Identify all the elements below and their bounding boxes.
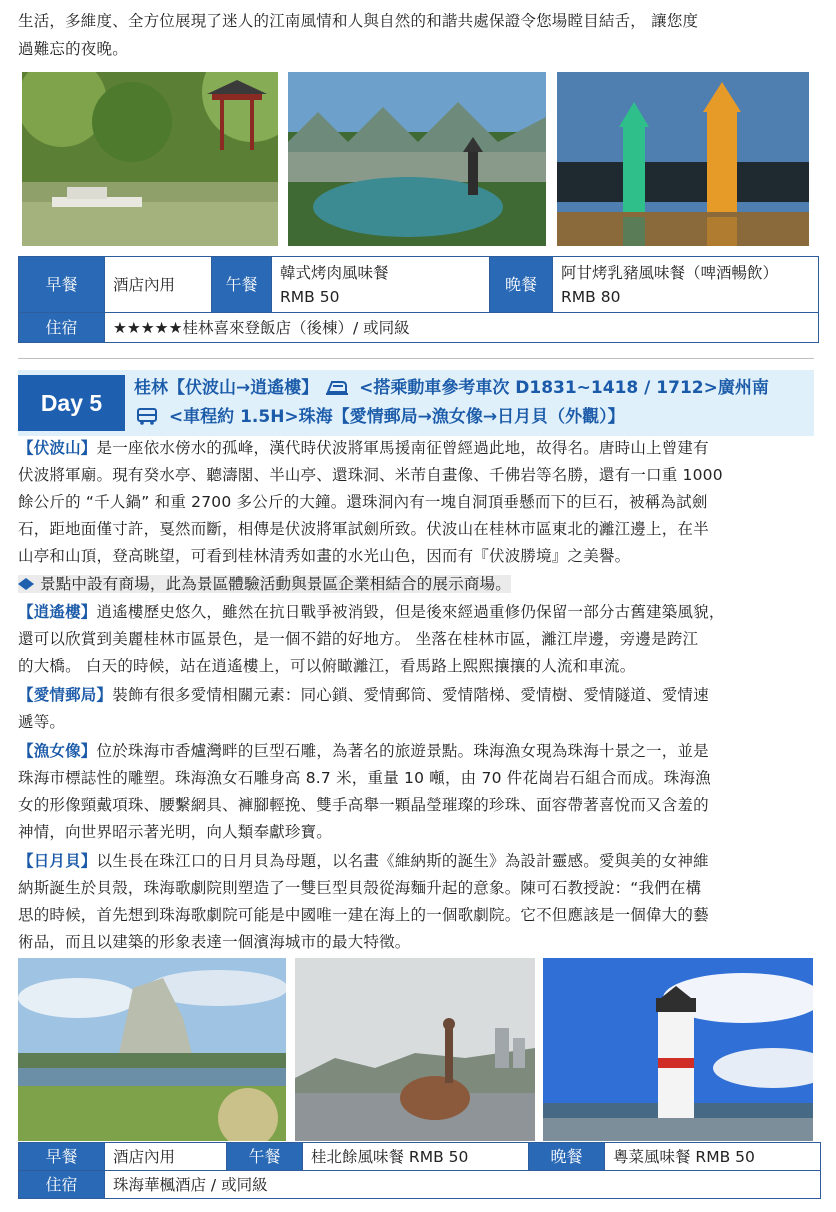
day-route-line-1 bbox=[134, 374, 769, 405]
lunch-line-2: RMB 50 bbox=[280, 287, 340, 306]
shopping-note-box bbox=[18, 575, 511, 593]
shopping-note bbox=[18, 571, 820, 598]
love-text-1: 裝飾有很多愛情相關元素：同心鎖、愛情郵筒、愛情階梯、愛情樹、愛情隧道、愛情速 bbox=[112, 686, 709, 704]
dinner-line-2: RMB 80 bbox=[561, 287, 621, 306]
shell-line-1 bbox=[18, 848, 820, 874]
breakfast-value: 酒店內用 bbox=[105, 1143, 227, 1171]
fish-line-1 bbox=[18, 738, 820, 764]
xiaoyao-line-3: 的大橋。 白天的時候，站在逍遙樓上，可以俯瞰灕江，看馬路上熙熙攘攘的人流和車流。 bbox=[18, 657, 636, 675]
fubo-line-4: 石，距地面僅寸許，戛然而斷，相傳是伏波將軍試劍所致。伏波山在桂林市區東北的灕江邊上，在半 bbox=[18, 520, 709, 538]
meal-table-bottom bbox=[18, 1142, 821, 1199]
breakfast-value: 酒店內用 bbox=[105, 257, 212, 313]
xiaoyao-line-2: 還可以欣賞到美麗桂林市區景色，是一個不錯的好地方。 坐落在桂林市區，灕江岸邊，旁邊是跨江 bbox=[18, 630, 699, 648]
hotel-label: 住宿 bbox=[19, 1171, 105, 1199]
dinner-label: 晚餐 bbox=[529, 1143, 605, 1171]
lunch-value bbox=[272, 257, 490, 313]
lunch-line-1: 韓式烤肉風味餐 bbox=[280, 263, 389, 282]
shell-heading: 【日月貝】 bbox=[18, 852, 97, 870]
lunch-label: 午餐 bbox=[212, 257, 272, 313]
fubo-line-1 bbox=[18, 435, 820, 461]
shell-text-1: 以生長在珠江口的日月貝為母題，以名畫《維納斯的誕生》為設計靈感。愛與美的女神維 bbox=[96, 852, 709, 870]
dinner-line-1: 阿甘烤乳豬風味餐（啤酒暢飲） bbox=[561, 263, 779, 282]
love-line-1 bbox=[18, 682, 820, 708]
fubo-text-1: 是一座依水傍水的孤峰，漢代時伏波將軍馬援南征曾經過此地，故得名。唐時山上曾建有 bbox=[96, 439, 709, 457]
love-line-2: 遞等。 bbox=[18, 713, 66, 731]
shopping-note-text: 景點中設有商場，此為景區體驗活動與景區企業相結合的展示商場。 bbox=[40, 575, 512, 593]
breakfast-label: 早餐 bbox=[19, 1143, 105, 1171]
intro-line-2: 過難忘的夜晚。 bbox=[18, 40, 128, 58]
fish-heading: 【漁女像】 bbox=[18, 742, 97, 760]
xiaoyao-text-1: 逍遙樓歷史悠久，雖然在抗日戰爭被消毀，但是後來經過重修仍保留一部分古舊建築風貌， bbox=[96, 603, 725, 621]
day-route-line-2 bbox=[134, 403, 625, 434]
photo-lighthouse bbox=[543, 958, 813, 1141]
dinner-label: 晚餐 bbox=[490, 257, 553, 313]
route-train-info: <搭乘動車參考車次 D1831~1418 / 1712>廣州南 bbox=[359, 378, 769, 398]
fubo-line-3: 餘公斤的 “千人鍋” 和重 2700 多公斤的大鐘。還珠洞內有一塊自洞頂垂懸而下的巨石，被稱為試劍 bbox=[18, 493, 708, 511]
dinner-value bbox=[553, 257, 819, 313]
photo-sun-moon-pagodas bbox=[557, 72, 809, 246]
fish-line-3: 女的形像頸戴項珠、腰繫網具、褲腳輕挽、雙手高舉一顆晶瑩璀璨的珍珠、面容帶著喜悅而又含羞的 bbox=[18, 796, 709, 814]
bus-icon bbox=[136, 406, 158, 434]
train-icon bbox=[326, 377, 348, 405]
fish-line-4: 神情，向世界昭示著光明，向人類奉獻珍寶。 bbox=[18, 823, 333, 841]
lunch-value: 桂北餘風味餐 RMB 50 bbox=[303, 1143, 529, 1171]
shell-line-2: 納斯誕生於貝殼，珠海歌劇院則塑造了一雙巨型貝殼從海麵升起的意象。陳可石教授說：“我們在構 bbox=[18, 879, 702, 897]
hotel-value: 珠海華楓酒店 / 或同級 bbox=[105, 1171, 821, 1199]
xiaoyao-heading: 【逍遙樓】 bbox=[18, 603, 97, 621]
photo-fisher-girl-statue bbox=[295, 958, 535, 1141]
breakfast-label: 早餐 bbox=[19, 257, 105, 313]
day-badge: Day 5 bbox=[18, 375, 125, 431]
love-heading: 【愛情郵局】 bbox=[18, 686, 113, 704]
intro-line-1: 生活，多維度、全方位展現了迷人的江南風情和人與自然的和諧共處保證令您場瞠目結舌， 讓您度 bbox=[18, 12, 699, 30]
xiaoyao-line-1 bbox=[18, 599, 820, 625]
fish-text-1: 位於珠海市香爐灣畔的巨型石雕，為著名的旅遊景點。珠海漁女現為珠海十景之一，並是 bbox=[96, 742, 709, 760]
shell-line-4: 術品，而且以建築的形象表達一個濱海城市的最大特徵。 bbox=[18, 933, 411, 951]
route-guilin: 桂林【伏波山→逍遙樓】 bbox=[134, 378, 319, 398]
fubo-line-2: 伏波將軍廟。現有癸水亭、聽濤閣、半山亭、還珠洞、米芾自畫像、千佛岩等名勝，還有一口重 1000 bbox=[18, 466, 723, 484]
meal-table-top bbox=[18, 256, 819, 343]
fish-line-2: 珠海市標誌性的雕塑。珠海漁女石雕身高 8.7 米，重量 10 噸，由 70 件花崗岩石組合而成。珠海漁 bbox=[18, 769, 711, 787]
hotel-value: ★★★★★桂林喜來登飯店（後棟）/ 或同級 bbox=[105, 313, 819, 343]
photo-pavilion-lake bbox=[22, 72, 278, 246]
diamond-arrow-icon bbox=[18, 572, 34, 598]
section-divider bbox=[18, 358, 814, 359]
lunch-label: 午餐 bbox=[227, 1143, 303, 1171]
fubo-line-5: 山亭和山頂，登高眺望，可看到桂林清秀如畫的水光山色，因而有『伏波勝境』之美譽。 bbox=[18, 547, 631, 565]
dinner-value: 粵菜風味餐 RMB 50 bbox=[605, 1143, 821, 1171]
hotel-label: 住宿 bbox=[19, 313, 105, 343]
shell-line-3: 思的時候，首先想到珠海歌劇院可能是中國唯一建在海上的一個歌劇院。它不但應該是一個偉大的藝 bbox=[18, 906, 709, 924]
fubo-heading: 【伏波山】 bbox=[18, 439, 97, 457]
photo-karst-lake bbox=[288, 72, 546, 246]
route-zhuhai: <車程約 1.5H>珠海【愛情郵局→漁女像→日月貝（外觀）】 bbox=[168, 407, 625, 427]
photo-fubo-hill bbox=[18, 958, 286, 1141]
